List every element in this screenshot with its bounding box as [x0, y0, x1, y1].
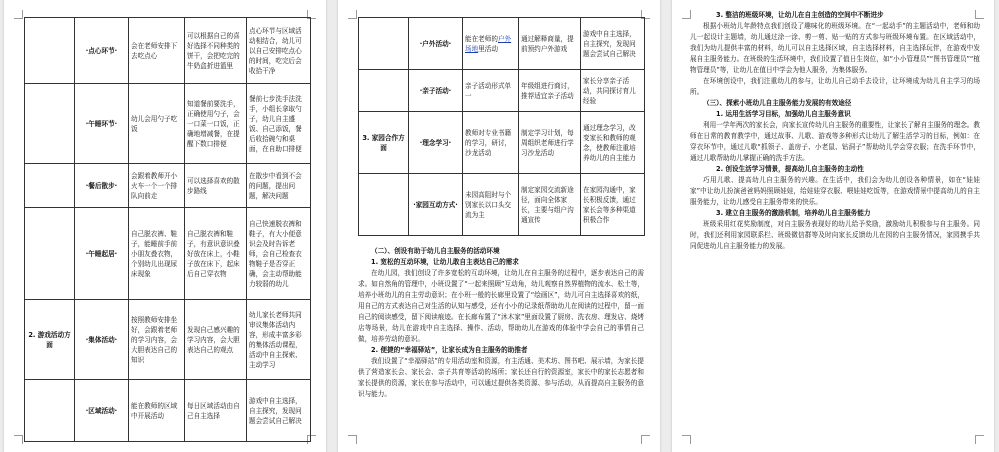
table-cell	[25, 164, 75, 208]
subsection-heading: 2. 便捷的“幸福驿站”，让家长成为自主服务的助推者	[371, 346, 528, 354]
table-cell: 能在教师的区域中开展活动	[129, 380, 185, 442]
table-cell: 制定家园交流新途径，面向全体家长，主要与组户沟通宣传	[519, 174, 581, 236]
table-cell: ·餐后散步·	[75, 164, 129, 208]
table-cell: 年级组进行商讨，推荐适宜亲子活动	[519, 70, 581, 112]
table-row	[359, 112, 645, 174]
paragraph: 巧用儿歌、提高幼儿自主服务的兴趣。在生活中，我们会为幼儿创设各种情景，如在“娃娃家”中让幼儿扮演爸爸妈妈照顾娃娃，给娃娃穿衣服、喂娃娃吃饭等，在游戏情景中提高幼儿的自主服务能力，让幼儿感受自主服务带来的快乐。	[690, 176, 980, 206]
table-cell: ·集体活动·	[75, 300, 129, 380]
table-cell: 自己脱衣裤和鞋子，有意识意识叠好放在床上，小鞋子放在床下，起床后自己穿衣物	[185, 208, 247, 300]
table-cell: ·家园互动方式·	[409, 174, 463, 236]
table-cell	[359, 174, 409, 236]
crop-mark	[14, 435, 23, 444]
table-cell	[25, 380, 75, 442]
section-heading: （二）、创设有助于幼儿自主服务的活动环境	[371, 247, 500, 255]
table-cell: 可以选择喜欢的散步路线	[185, 164, 247, 208]
table-cell: ·户外活动·	[409, 18, 463, 70]
table-cell: 游戏中自主选择，自主探究，发现问题会尝试自己解决	[247, 380, 311, 442]
table-row	[25, 380, 311, 442]
subsection-heading: 1. 运用生活学习目标，加强幼儿自主服务意识	[716, 110, 851, 118]
subsection-heading: 2. 创设生活学习情景，提高幼儿自主服务的主动性	[716, 165, 864, 173]
table-cell: 家长分享亲子活动，共同探讨育儿经验	[581, 70, 645, 112]
table-cell: 自己快速脱衣裤和鞋子，有大小便意识会及时告诉老师，会自己检查衣物鞋子是否穿正确，会主动帮助能力较弱的幼儿	[247, 208, 311, 300]
table-cell: ·点心环节·	[75, 18, 129, 84]
crop-mark	[348, 10, 357, 19]
paragraph: 利用一学年两次的家长会，向家长宣传幼儿自主服务的重要性，让家长了解自主服务的理念。教师在日常的教育教学中，通过故事、儿歌、游戏等多种形式让幼儿了解生活学习的目标，例如：在穿衣环节中，通过儿歌“抓领子、盖房子、小老鼠、钻洞子”帮助幼儿学会穿衣服；在洗手环节中，通过儿歌帮助幼儿掌握正确的洗手方法。	[690, 121, 980, 162]
table-cell: 会在老师安排下去吃点心	[129, 18, 185, 84]
section-heading: （三）、探索小班幼儿自主服务能力发展的有效途径	[703, 99, 852, 107]
table-row	[25, 164, 311, 208]
table-cell: 幼儿会用勺子吃饭	[129, 84, 185, 164]
document-page-3	[672, 0, 994, 452]
paragraph: 班级采用红花奖励制度，对自主服务表现好的幼儿给予奖励，激励幼儿积极参与自主服务。同时，我们还利用家园联系栏、班级微信群等及时向家长反馈幼儿在园的自主服务情况，家园携手共同促进幼儿自主服务能力的发展。	[690, 220, 980, 250]
table-cell: 发现自己感兴趣的学习内容，会大胆表达自己的观点	[185, 300, 247, 380]
table-cell: 在家园沟通中，家长积极反馈，通过家长会等多种渠道积极合作	[581, 174, 645, 236]
table-cell: 按照教师安排坐好，会跟着老师的学习内容，会大胆表达自己的知识	[129, 300, 185, 380]
table-row	[25, 300, 311, 380]
table-row	[359, 174, 645, 236]
paragraph: 在幼儿园，我们创设了许多宽松的互动环境，让幼儿在自主服务的过程中，逐步表达自己的需求。如自然角的管理中，小班设置了“一起来照顾”互动角，幼儿观察自然界植物的流水、松土等，培养小班幼儿的自主劳动意识；在小班一般的长廊里设置了“绘画区”，幼儿可自主选择喜欢的纸，用自己的方式表达自己对生活的认知与感受，还有小小的记录纸帮助幼儿在阅读的过程中，留一面自己的阅读感受，留下阅读痕迹。在长廊布置了“沐木家”里面设置了厨房、洗衣房、理发店、烧烤店等场景，幼儿在游戏中自主选择、操作、活动，帮助幼儿在游戏的体验中学会自己的事情自己做，培养劳动的意识。	[358, 269, 644, 343]
table-cell: 会跟着教师开小火车一个一个排队向前走	[129, 164, 185, 208]
body-text	[690, 10, 980, 442]
hyperlink[interactable]: 户外场地	[465, 34, 512, 53]
paragraph: 我们设置了“幸福驿站”的专用活动室和资源，有主活通、美术坊、图书吧、展示墙，为家长提供了营造家长会、家长会、亲子共育等活动的场所；家长还自行的资源室，家长中的家长志愿者和家长提供的资源，家长在参与活动中，可以通过提供各类资源、参与活动，从而提高自主服务的意识与能力。	[358, 357, 644, 398]
table-cell: 2. 游戏活动方面	[25, 300, 75, 380]
table-cell: ·区域活动·	[75, 380, 129, 442]
paragraph: 在环境创设中，我们注重幼儿的参与，让幼儿自己动手去设计，让环境成为幼儿自主学习的场所。	[690, 77, 980, 96]
table-cell: ·午睡环节·	[75, 84, 129, 164]
table-cell: ·理念学习·	[409, 112, 463, 174]
table-cell: 制定学习计划，每周组织老师进行学习沙龙活动	[519, 112, 581, 174]
table-cell: 亲子活动形式单一	[463, 70, 519, 112]
table-cell: 在散步中看到不会的问题，提出问题，解决问题	[247, 164, 311, 208]
table-cell: 教师对专业书籍的学习，研讨，沙龙活动	[463, 112, 519, 174]
document-page-2	[338, 0, 660, 452]
table-cell: 自己脱衣裤、鞋子，能睡前手前小朋友叠衣物，个别幼儿出现尿床现象	[129, 208, 185, 300]
table-cell	[359, 70, 409, 112]
table-cell: 幼儿家长老师共同审议集体活动内容，形成丰富多彩的集体活动课程，活动中自主探索、主动学习	[247, 300, 311, 380]
subsection-heading: 3. 整洁的班级环境，让幼儿在自主创造的空间中不断进步	[716, 11, 884, 19]
table-cell: 餐前七步洗手法洗手，小组长拿取勺子，幼儿自主盛饭、自己添饭，餐后收拾碗勺和桌面，在自助口排便	[247, 84, 311, 164]
table-cell: 未园高阻时与个别家长以口头交流为主	[463, 174, 519, 236]
body-text	[358, 246, 644, 438]
comparison-table-continued	[358, 17, 645, 236]
table-cell: 可以根据自己的喜好选择不同种类的饼干，会把吃完的牛奶盒折进篮里	[185, 18, 247, 84]
table-cell: 通过理念学习，改变家长和教师的观念，使教师注重培养幼儿的自主能力	[581, 112, 645, 174]
table-cell: 3. 家园合作方面	[359, 112, 409, 174]
crop-mark	[348, 435, 357, 444]
crop-mark	[14, 10, 23, 19]
comparison-table	[24, 17, 311, 442]
table-row	[359, 18, 645, 70]
table-row	[25, 18, 311, 84]
subsection-heading: 1. 宽松的互动环境，让幼儿敢自主表达自己的需求	[371, 258, 519, 266]
table-cell: 每日区域活动由自己自主选择	[185, 380, 247, 442]
subsection-heading: 3. 建立自主服务的激励机制，培养幼儿自主服务能力	[716, 209, 871, 217]
table-cell: 通过解释商量，提前预约户外游戏	[519, 18, 581, 70]
table-cell	[25, 208, 75, 300]
table-cell: 游戏中自主选择，自主探究，发现问题会尝试自己解决	[581, 18, 645, 70]
document-page-1	[4, 0, 326, 452]
table-cell: ·亲子活动·	[409, 70, 463, 112]
table-cell: 点心环节与区域活动相结合，幼儿可以自己安排吃点心的时间，吃完后会收拾干净	[247, 18, 311, 84]
table-row	[359, 70, 645, 112]
table-cell: 能在老师的户外场地里活动	[463, 18, 519, 70]
paragraph: 根据小班幼儿年龄特点我们创设了趣味化的班级环境。在“一起动手”的主题活动中，老师和幼儿一起设计主题墙，幼儿通过涂一涂、剪一剪、贴一贴的方式参与班级环境布置。在区域活动中，我们为幼儿提供丰富的材料，幼儿可以自主选择区域，自主选择材料，自主选择玩伴，在游戏中发展自主服务能力。在班级的生活环境中，我们设置了值日生岗位，如“小小管理员”“图书管理员”“植物管理员”等，让幼儿在值日中学会为他人服务，为集体服务。	[690, 22, 980, 74]
table-row	[25, 84, 311, 164]
table-cell	[359, 18, 409, 70]
table-cell	[25, 84, 75, 164]
table-cell: 知道餐前要洗手，正确使用勺子，会一口菜一口饭，正确地增减餐，在提醒下数口排便	[185, 84, 247, 164]
table-row	[25, 208, 311, 300]
table-cell	[25, 18, 75, 84]
table-cell: ·午睡起居·	[75, 208, 129, 300]
